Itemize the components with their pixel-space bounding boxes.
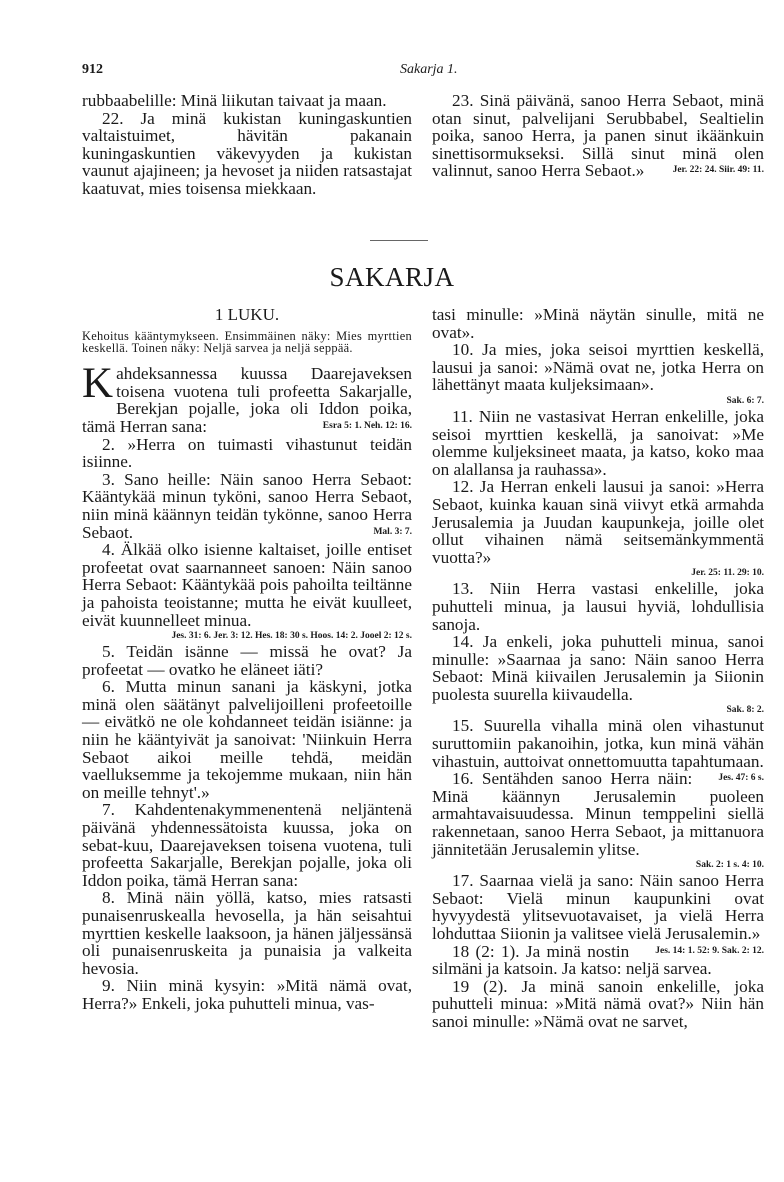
verse-11: 11. Niin ne vastasivat Herran enkelille, joka seisoi myrttien keskellä, ja sanoivat: »Me olemme kuljeksineet maata, ja katso, koko maa on alallansa ja rauhassa». bbox=[432, 406, 764, 479]
verse-1 bbox=[82, 360, 412, 436]
page-header bbox=[82, 62, 764, 82]
verse-1-text: ahdeksannessa kuussa Daarejaveksen toisena vuotena tuli profeetta Sakarjalle, Berekjan pojalle, joka oli Iddon poika, tämä Herran sana: bbox=[82, 364, 412, 436]
verse-7: 7. Kahdentenakymmenentenä neljäntenä päivänä yhdennessätoista kuussa, joka on sebat-kuu, Daarejaveksen toisena vuotena, tuli profeetta Sakarjalle, Berekjan pojalle, joka oli Iddon poika, tämä Herran sana: bbox=[82, 800, 412, 890]
running-title: Sakarja 1. bbox=[400, 62, 458, 77]
verse-22: 22. Ja minä kukistan kuningaskuntien valtaistuimet, hävitän pakanain kuningaskuntien väkevyyden ja kukistan vaunut ajajineen; ja hevoset ja niiden ratsastajat kaatuvat, mies toisensa miekkaan. bbox=[82, 108, 412, 198]
verse-23-text: 23. Sinä päivänä, sanoo Herra Sebaot, minä otan sinut, palvelijani Serubbabel, Sealtielin poika, sanoo Herra, ja panen sinut ikäänkuin sinettisormukseksi. Sillä sinut minä olen valinnut, sanoo Herra Sebaot.» bbox=[432, 91, 764, 181]
verse-9: 9. Niin minä kysyin: »Mitä nämä ovat, Herra?» Enkeli, joka puhutteli minua, vas- bbox=[82, 976, 412, 1013]
top-right-column bbox=[432, 92, 764, 180]
verse-17-text: 17. Saarnaa vielä ja sano: Näin sanoo Herra Sebaot: Vielä minun kaupunkini ovat hyvyydestä ylitsevuotavaiset, ja vielä Herra lohduttaa Siionin ja valitsee vielä Jerusalemin.» bbox=[432, 871, 764, 943]
cross-reference: Jer. 25: 11. 29: 10. bbox=[691, 568, 764, 579]
page-number: 912 bbox=[82, 62, 103, 77]
verse-19: 19 (2). Ja minä sanoin enkelille, joka puhutteli minua: »Mitä nämä ovat?» Niin hän sanoi minulle: »Nämä ovat ne sarvet, bbox=[432, 976, 764, 1031]
verse-13: 13. Niin Herra vastasi enkelille, joka puhutteli minua, ja lausui hyviä, lohdullisia sanoja. bbox=[432, 579, 764, 634]
verse-5: 5. Teidän isänne — missä he ovat? Ja profeetat — ovatko he eläneet iäti? bbox=[82, 642, 412, 679]
verse-15 bbox=[432, 716, 764, 784]
verse-9-continuation: tasi minulle: »Minä näytän sinulle, mitä ne ovat». bbox=[432, 305, 764, 342]
verse-6: 6. Mutta minun sanani ja käskyni, jotka minä olen säätänyt palvelijoilleni profeetoille — eivätkö ne ole kohdanneet teidän isiänne: ja niin he kääntyivät ja sanoivat: 'Niinkuin Herra Sebaot aikoi meille tehdä, meidän vaelluksemme ja tekojemme mukaan, niin hän on meille tehnyt'.» bbox=[82, 677, 412, 802]
chapter-summary: Kehoitus kääntymykseen. Ensimmäinen näky: Mies myrttien keskellä. Toinen näky: Neljä sarvea ja neljä seppää. bbox=[82, 328, 412, 356]
cross-reference: Sak. 6: 7. bbox=[726, 395, 764, 406]
verse-3-text: 3. Sano heille: Näin sanoo Herra Sebaot: Kääntykää minun tyköni, sanoo Herra Sebaot, niin minä käännyn teidän tykönne, sanoo Herra Sebaot. bbox=[82, 469, 412, 542]
cross-reference: Jes. 14: 1. 52: 9. Sak. 2: 12. bbox=[655, 945, 764, 956]
verse-4: 4. Älkää olko isienne kaltaiset, joille entiset profeetat ovat saarnanneet sanoen: Näin sanoo Herra Sebaot: Kääntykää pois pahoilta teiltänne ja pahoista teoistanne; mutta he eivät kuulleet, eivät kuunnelleet minua. bbox=[82, 540, 412, 630]
verse-16: 16. Sentähden sanoo Herra näin: Minä käännyn Jerusalemin puoleen armahtavaisuudessa. Minun temppelini siellä rakennetaan, sanoo Herra Sebaot, ja mittanuora jännitetään Jerusalemin ylitse. bbox=[432, 769, 764, 859]
cross-reference: Jes. 31: 6. Jer. 3: 12. Hes. 18: 30 s. Hoos. 14: 2. Jooel 2: 12 s. bbox=[171, 631, 412, 642]
verse-3 bbox=[82, 471, 412, 541]
chapter-heading: 1 LUKU. bbox=[214, 305, 280, 324]
cross-reference: Esra 5: 1. Neh. 12: 16. bbox=[322, 420, 412, 431]
cross-reference: Mal. 3: 7. bbox=[373, 526, 412, 537]
verse-10: 10. Ja mies, joka seisoi myrttien keskellä, lausui ja sanoi: »Nämä ovat ne, jotka Herra on lähettänyt maata kuljeksimaan». bbox=[432, 340, 764, 395]
verse-18: 18 (2: 1). Ja minä nostin silmäni ja katsoin. Ja katso: neljä sarvea. bbox=[432, 941, 712, 979]
cross-reference: Sak. 2: 1 s. 4: 10. bbox=[695, 860, 764, 871]
verse-12: 12. Ja Herran enkeli lausui ja sanoi: »Herra Sebaot, kuinka kauan sinä viivyt etkä armahda Jerusalemia ja Juudan kaupunkeja, joille olet ollut vihainen nämä seitsemänkymmentä vuotta?» bbox=[432, 477, 764, 567]
drop-cap: K bbox=[82, 360, 114, 408]
verse-continuation: rubbaabelille: Minä liikutan taivaat ja maan. bbox=[82, 91, 387, 110]
cross-reference: Sak. 8: 2. bbox=[726, 705, 764, 716]
verse-14: 14. Ja enkeli, joka puhutteli minua, sanoi minulle: »Saarnaa ja sano: Näin sanoo Herra Sebaot: Minä kiivailen Jerusalemin ja Siionin puolesta suurella kiivaudella. bbox=[432, 632, 764, 704]
cross-reference: Jer. 22: 24. Siir. 49: 11. bbox=[672, 165, 764, 176]
cross-reference: Jes. 47: 6 s. bbox=[718, 773, 764, 784]
verse-17 bbox=[432, 871, 764, 956]
top-left-column bbox=[82, 92, 412, 198]
verse-8: 8. Minä näin yöllä, katso, mies ratsasti punaisenruskealla hevosella, ja hän seisahtui myrttien keskelle laaksoon, ja hänen jäljessänsä oli punaisenruskeita ja punaisia ja valkeita hevosia. bbox=[82, 888, 412, 978]
section-divider bbox=[370, 240, 428, 241]
verse-15-text: 15. Suurella vihalla minä olen vihastunut suruttomiin pakanoihin, jotka, kun minä vähän vihastuin, auttoivat onnettomuutta tapahtumaan. bbox=[432, 716, 764, 771]
book-title: SAKARJA bbox=[329, 262, 455, 292]
verse-2: 2. »Herra on tuimasti vihastunut teidän isiinne. bbox=[82, 434, 412, 472]
right-column bbox=[432, 306, 764, 1031]
verse-23 bbox=[432, 92, 764, 180]
left-column bbox=[82, 306, 412, 1013]
